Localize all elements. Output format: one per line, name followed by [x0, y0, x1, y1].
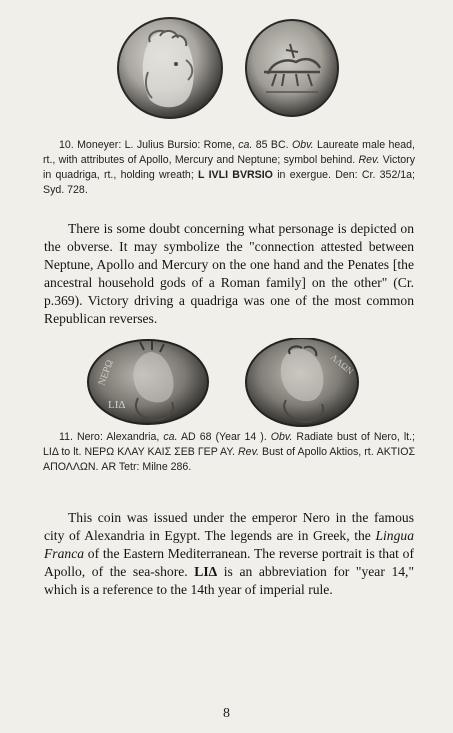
reverse-coin-image: [246, 338, 358, 426]
reverse-coin-image: [246, 20, 338, 116]
obverse-coin-image: [118, 18, 222, 118]
lingua-franca: Lingua Franca: [44, 528, 414, 561]
svg-text:ΛΛΩΝ: ΛΛΩΝ: [328, 351, 356, 377]
coin-images-2: [0, 338, 453, 428]
reverse-legend: ΑΚΤΙΟΣ ΑΠΟΛΛΩΝ.: [43, 446, 416, 473]
paragraph-1: There is some doubt concerning what personage is depicted on the obverse. It may symbolize the "connection attested between Neptune, Apollo and Mercury on the one hand and the Penates [the ancestral household gods of a Roman family] on the other" (Cr. p.369). Victory driving a quadriga was one of the most common Republican reverses.: [44, 221, 414, 326]
caption-number: 10.: [59, 139, 74, 151]
obverse-coin-image: [88, 340, 208, 424]
svg-text:LIΔ: LIΔ: [108, 399, 126, 411]
page-number: 8: [223, 706, 230, 721]
caption-coin-10: 10. Moneyer: L. Julius Bursio: Rome, ca. 85 BC. Obv. Laureate male head, rt., with attributes of Apollo, Mercury and Neptune; symbol behind. Rev. Victory in quadriga, rt., holding wreath; L IVLI BVRSIO in exergue. Den: Cr. 352/1a; Syd. 728.: [43, 139, 416, 196]
coin-images-1: [0, 12, 453, 130]
obverse-legend: ΝΕΡΩ ΚΛΑΥ ΚΑΙΣ ΣΕΒ ΓΕΡ ΑΥ.: [84, 446, 235, 458]
paragraph-2: This coin was issued under the emperor Nero in the famous city of Alexandria in Egypt. The legends are in Greek, the Lingua Franca of the Eastern Mediterranean. The reverse portrait is that of Apollo, of the sea-shore. LIΔ is an abbreviation for "year 14," which is a reference to the 14th year of imperial rule.: [44, 510, 414, 597]
coin-photos-denarius: [0, 12, 453, 130]
caption-coin-11: 11. Nero: Alexandria, ca. AD 68 (Year 14 ). Obv. Radiate bust of Nero, lt.; LIΔ to lt. ΝΕΡΩ ΚΛΑΥ ΚΑΙΣ ΣΕΒ ΓΕΡ ΑΥ. Rev. Bust of Apollo Aktios, rt. ΑΚΤΙΟΣ ΑΠΟΛΛΩΝ. AR Tetr: Milne 286.: [43, 431, 416, 473]
coin-legend: L IVLI BVRSIO: [198, 169, 273, 181]
caption-number: 11.: [59, 431, 73, 443]
coin-photos-tetradrachm: [0, 338, 453, 428]
lid-abbreviation: LIΔ: [194, 564, 218, 579]
svg-text:NEPΩ: NEPΩ: [96, 358, 116, 388]
